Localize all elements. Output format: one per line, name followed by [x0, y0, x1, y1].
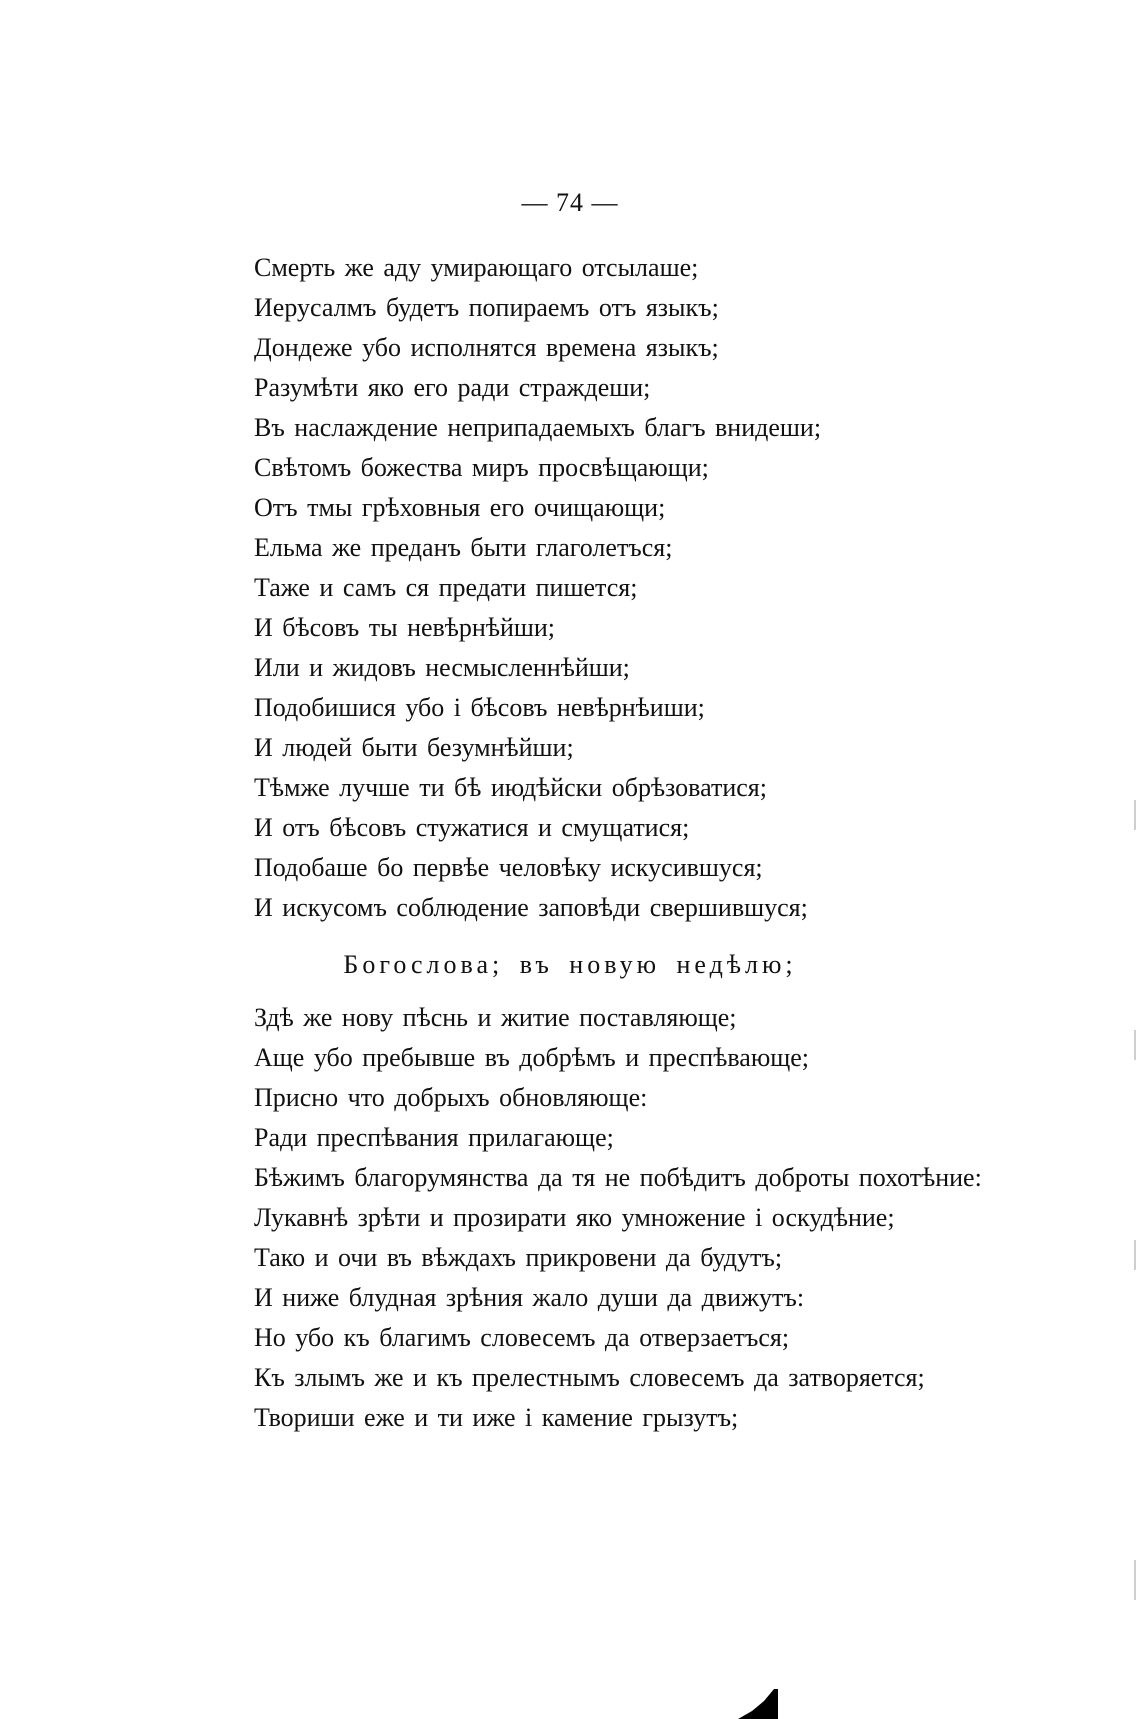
- verse-line: И искусомъ соблюдение заповѣди свершившуся;: [254, 893, 808, 922]
- verse-line: Таже и самъ ся предати пишется;: [254, 573, 638, 602]
- verse-line: Или и жидовъ несмысленнѣйши;: [254, 653, 630, 682]
- verse-line: И людей быти безумнѣйши;: [254, 733, 574, 762]
- scan-edge-mark: [1134, 1560, 1136, 1600]
- scan-edge-mark: [1134, 800, 1136, 830]
- verse-line: Дондеже убо исполнятся времена языкъ;: [254, 333, 719, 362]
- verse-line: Къ злымъ же и къ прелестнымъ словесемъ да затворяется;: [254, 1363, 925, 1392]
- verse-line: Подобаше бо первѣе человѣку искусившуся;: [254, 853, 763, 882]
- verse-block-1: [254, 248, 1074, 928]
- verse-line: Аще убо пребывше въ добрѣмъ и преспѣвающе;: [254, 1043, 810, 1072]
- verse-line: Подобишися убо і бѣсовъ невѣрнѣиши;: [254, 693, 705, 722]
- verse-line: Иерусалмъ будетъ попираемъ отъ языкъ;: [254, 293, 719, 322]
- verse-line: Ради преспѣвания прилагающе;: [254, 1123, 614, 1152]
- verse-block-2: [254, 998, 1074, 1438]
- verse-line: Отъ тмы грѣховныя его очищающи;: [254, 493, 666, 522]
- page-number: — 74 —: [521, 188, 619, 217]
- verse-line: Лукавнѣ зрѣти и прозирати яко умножение і оскудѣние;: [254, 1203, 895, 1232]
- scan-edge-mark: [1134, 1030, 1136, 1060]
- verse-line: Бѣжимъ благорумянства да тя не побѣдитъ доброты похотѣние:: [254, 1163, 982, 1192]
- verse-line: Тѣмже лучше ти бѣ июдѣйски обрѣзоватися;: [254, 773, 767, 802]
- verse-line: Въ наслаждение неприпадаемыхъ благъ внидеши;: [254, 413, 822, 442]
- scan-edge-mark: [1134, 1240, 1136, 1270]
- verse-line: Смерть же аду умирающаго отсылаше;: [254, 253, 699, 282]
- section-heading: Богослова; въ новую недѣлю;: [343, 950, 797, 979]
- verse-line: Присно что добрыхъ обновляюще:: [254, 1083, 648, 1112]
- verse-line: Но убо къ благимъ словесемъ да отверзаетъся;: [254, 1323, 790, 1352]
- verse-line: Тако и очи въ вѣждахъ прикровени да будутъ;: [254, 1243, 783, 1272]
- verse-line: Здѣ же нову пѣснь и житие поставляюще;: [254, 1003, 737, 1032]
- verse-line: И ниже блудная зрѣния жало души да движутъ:: [254, 1283, 805, 1312]
- verse-line: Разумѣти яко его ради страждеши;: [254, 373, 651, 402]
- scan-artifact: [738, 1689, 778, 1719]
- verse-line: Ельма же преданъ быти глаголетъся;: [254, 533, 673, 562]
- verse-line: И бѣсовъ ты невѣрнѣйши;: [254, 613, 556, 642]
- verse-line: Свѣтомъ божества миръ просвѣщающи;: [254, 453, 709, 482]
- verse-line: И отъ бѣсовъ стужатися и смущатися;: [254, 813, 690, 842]
- verse-line: Твориши еже и ти иже і камение грызутъ;: [254, 1403, 739, 1432]
